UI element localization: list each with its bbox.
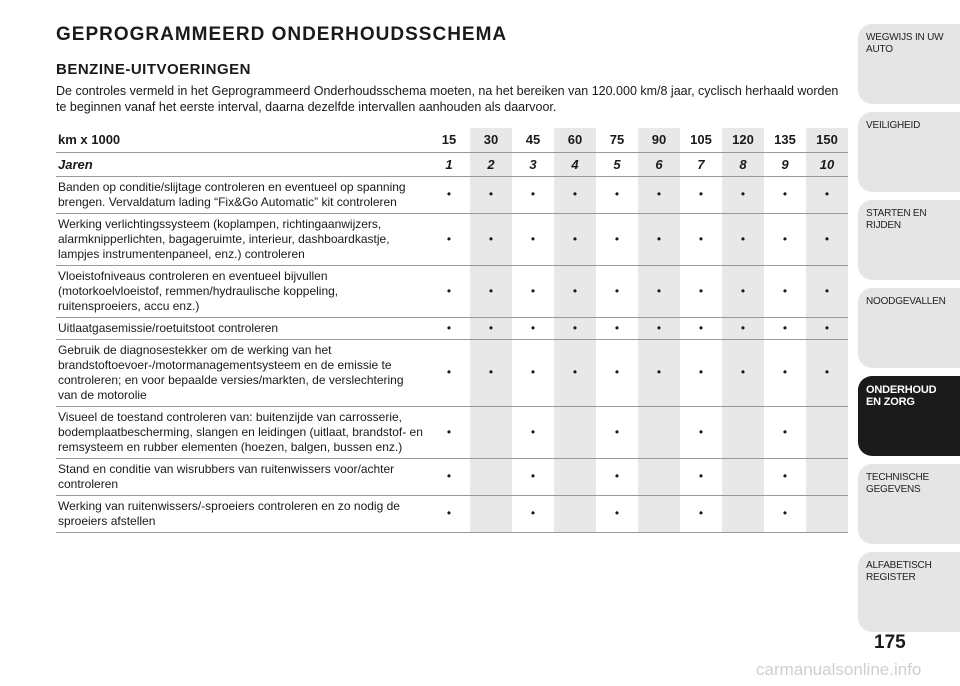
year-value: 6 bbox=[638, 152, 680, 176]
sidebar-tab[interactable] bbox=[858, 376, 960, 456]
check-mark: • bbox=[428, 213, 470, 265]
check-mark: • bbox=[512, 213, 554, 265]
page-number: 175 bbox=[874, 632, 906, 653]
check-mark: • bbox=[470, 176, 512, 213]
check-mark: • bbox=[596, 406, 638, 458]
sidebar-tab-label: TECHNISCHE GEGEVENS bbox=[866, 472, 930, 495]
empty-cell bbox=[470, 458, 512, 495]
check-mark: • bbox=[554, 317, 596, 339]
empty-cell bbox=[470, 495, 512, 532]
check-mark: • bbox=[596, 265, 638, 317]
years-label: Jaren bbox=[56, 152, 428, 176]
check-mark: • bbox=[596, 495, 638, 532]
table-row bbox=[56, 339, 848, 406]
years-header-row bbox=[56, 152, 848, 176]
check-mark: • bbox=[512, 458, 554, 495]
check-mark: • bbox=[764, 317, 806, 339]
check-mark: • bbox=[512, 406, 554, 458]
table-row bbox=[56, 317, 848, 339]
km-value: 120 bbox=[722, 128, 764, 152]
km-value: 30 bbox=[470, 128, 512, 152]
year-value: 3 bbox=[512, 152, 554, 176]
sidebar-tab-label: WEGWIJS IN UW AUTO bbox=[866, 32, 944, 55]
km-value: 60 bbox=[554, 128, 596, 152]
check-mark: • bbox=[680, 458, 722, 495]
empty-cell bbox=[638, 458, 680, 495]
check-mark: • bbox=[638, 339, 680, 406]
check-mark: • bbox=[470, 213, 512, 265]
check-mark: • bbox=[680, 406, 722, 458]
check-mark: • bbox=[470, 339, 512, 406]
check-mark: • bbox=[638, 213, 680, 265]
km-label: km x 1000 bbox=[56, 128, 428, 152]
table-row bbox=[56, 176, 848, 213]
check-mark: • bbox=[764, 406, 806, 458]
km-value: 135 bbox=[764, 128, 806, 152]
km-value: 150 bbox=[806, 128, 848, 152]
empty-cell bbox=[722, 458, 764, 495]
year-value: 7 bbox=[680, 152, 722, 176]
check-mark: • bbox=[428, 176, 470, 213]
check-mark: • bbox=[470, 265, 512, 317]
check-mark: • bbox=[680, 495, 722, 532]
km-value: 75 bbox=[596, 128, 638, 152]
check-mark: • bbox=[428, 339, 470, 406]
empty-cell bbox=[722, 406, 764, 458]
empty-cell bbox=[806, 458, 848, 495]
check-description: Werking van ruitenwissers/-sproeiers controleren en zo nodig de sproeiers afstellen bbox=[56, 495, 428, 532]
check-mark: • bbox=[764, 176, 806, 213]
check-mark: • bbox=[722, 176, 764, 213]
empty-cell bbox=[638, 406, 680, 458]
check-mark: • bbox=[428, 458, 470, 495]
km-value: 45 bbox=[512, 128, 554, 152]
check-mark: • bbox=[596, 458, 638, 495]
check-mark: • bbox=[806, 317, 848, 339]
sidebar-tab-label: ONDERHOUD EN ZORG bbox=[866, 384, 937, 408]
empty-cell bbox=[554, 406, 596, 458]
sidebar-tab-label: ALFABETISCH REGISTER bbox=[866, 560, 932, 583]
check-description: Werking verlichtingssysteem (koplampen, richtingaanwijzers, alarmknipperlichten, bagageruimte, interieur, dashboardkastje, lampjes instrumentenpaneel, enz.) controleren bbox=[56, 213, 428, 265]
check-mark: • bbox=[428, 495, 470, 532]
check-description: Gebruik de diagnosestekker om de werking van het brandstoftoevoer-/motormanagementsysteem en de emissie te controleren; en voor bepaalde versies/markten, de verslechtering van de motorolie bbox=[56, 339, 428, 406]
check-mark: • bbox=[722, 317, 764, 339]
page-title: GEPROGRAMMEERD ONDERHOUDSSCHEMA bbox=[56, 24, 508, 45]
sidebar-tab[interactable] bbox=[858, 112, 960, 192]
check-mark: • bbox=[554, 213, 596, 265]
check-mark: • bbox=[638, 317, 680, 339]
check-description: Visueel de toestand controleren van: buitenzijde van carrosserie, bodemplaatbescherming, slangen en leidingen (uitlaat, brandstof- en remsysteem en rubber elementen (hoezen, balgen, bussen enz.) bbox=[56, 406, 428, 458]
empty-cell bbox=[470, 406, 512, 458]
sidebar-tab[interactable] bbox=[858, 24, 960, 104]
year-value: 1 bbox=[428, 152, 470, 176]
check-mark: • bbox=[764, 458, 806, 495]
sidebar-tab[interactable] bbox=[858, 288, 960, 368]
check-description: Stand en conditie van wisrubbers van ruitenwissers voor/achter controleren bbox=[56, 458, 428, 495]
check-mark: • bbox=[680, 265, 722, 317]
table-row bbox=[56, 213, 848, 265]
km-value: 105 bbox=[680, 128, 722, 152]
check-description: Vloeistofniveaus controleren en eventueel bijvullen (motorkoelvloeistof, remmen/hydraulische koppeling, ruitensproeiers, accu enz.) bbox=[56, 265, 428, 317]
check-mark: • bbox=[428, 406, 470, 458]
check-mark: • bbox=[806, 176, 848, 213]
empty-cell bbox=[554, 458, 596, 495]
sidebar-tab-label: NOODGEVALLEN bbox=[866, 296, 946, 307]
check-mark: • bbox=[554, 176, 596, 213]
table-row bbox=[56, 265, 848, 317]
check-mark: • bbox=[554, 265, 596, 317]
sidebar-tab[interactable] bbox=[858, 552, 960, 632]
sidebar-tab[interactable] bbox=[858, 200, 960, 280]
check-mark: • bbox=[722, 265, 764, 317]
km-value: 90 bbox=[638, 128, 680, 152]
check-mark: • bbox=[722, 339, 764, 406]
check-mark: • bbox=[512, 265, 554, 317]
check-mark: • bbox=[596, 317, 638, 339]
check-mark: • bbox=[764, 339, 806, 406]
check-mark: • bbox=[428, 265, 470, 317]
sidebar-tab-label: VEILIGHEID bbox=[866, 120, 921, 131]
km-header-row bbox=[56, 128, 848, 152]
check-mark: • bbox=[680, 317, 722, 339]
check-mark: • bbox=[512, 495, 554, 532]
check-mark: • bbox=[512, 317, 554, 339]
check-mark: • bbox=[596, 213, 638, 265]
check-mark: • bbox=[554, 339, 596, 406]
empty-cell bbox=[638, 495, 680, 532]
check-mark: • bbox=[680, 339, 722, 406]
table-row bbox=[56, 458, 848, 495]
empty-cell bbox=[554, 495, 596, 532]
check-mark: • bbox=[722, 213, 764, 265]
check-mark: • bbox=[764, 265, 806, 317]
check-mark: • bbox=[428, 317, 470, 339]
table-row bbox=[56, 495, 848, 532]
check-mark: • bbox=[764, 213, 806, 265]
check-description: Banden op conditie/slijtage controleren en eventueel op spanning brengen. Vervaldatum lading “Fix&Go Automatic” kit controleren bbox=[56, 176, 428, 213]
check-mark: • bbox=[596, 176, 638, 213]
empty-cell bbox=[722, 495, 764, 532]
check-mark: • bbox=[596, 339, 638, 406]
section-subtitle: BENZINE-UITVOERINGEN bbox=[56, 61, 252, 78]
year-value: 2 bbox=[470, 152, 512, 176]
empty-cell bbox=[806, 495, 848, 532]
maintenance-schedule-table bbox=[56, 128, 848, 533]
year-value: 4 bbox=[554, 152, 596, 176]
empty-cell bbox=[806, 406, 848, 458]
check-description: Uitlaatgasemissie/roetuitstoot controleren bbox=[56, 317, 428, 339]
watermark-text: carmanualsonline.info bbox=[756, 660, 922, 679]
check-mark: • bbox=[512, 176, 554, 213]
check-mark: • bbox=[806, 339, 848, 406]
table-row bbox=[56, 406, 848, 458]
km-value: 15 bbox=[428, 128, 470, 152]
check-mark: • bbox=[512, 339, 554, 406]
sidebar-tab[interactable] bbox=[858, 464, 960, 544]
check-mark: • bbox=[764, 495, 806, 532]
year-value: 9 bbox=[764, 152, 806, 176]
check-mark: • bbox=[470, 317, 512, 339]
check-mark: • bbox=[680, 176, 722, 213]
check-mark: • bbox=[806, 213, 848, 265]
check-mark: • bbox=[638, 265, 680, 317]
intro-paragraph: De controles vermeld in het Geprogrammeerd Onderhoudsschema moeten, na het bereiken van 120.000 km/8 jaar, cyclisch herhaald worden te beginnen vanaf het eerste interval, daarna dezelfde intervallen aanhouden als daarvoor. bbox=[56, 84, 839, 114]
check-mark: • bbox=[806, 265, 848, 317]
year-value: 10 bbox=[806, 152, 848, 176]
sidebar-tab-label: STARTEN EN RIJDEN bbox=[866, 208, 927, 231]
year-value: 5 bbox=[596, 152, 638, 176]
check-mark: • bbox=[638, 176, 680, 213]
check-mark: • bbox=[680, 213, 722, 265]
year-value: 8 bbox=[722, 152, 764, 176]
